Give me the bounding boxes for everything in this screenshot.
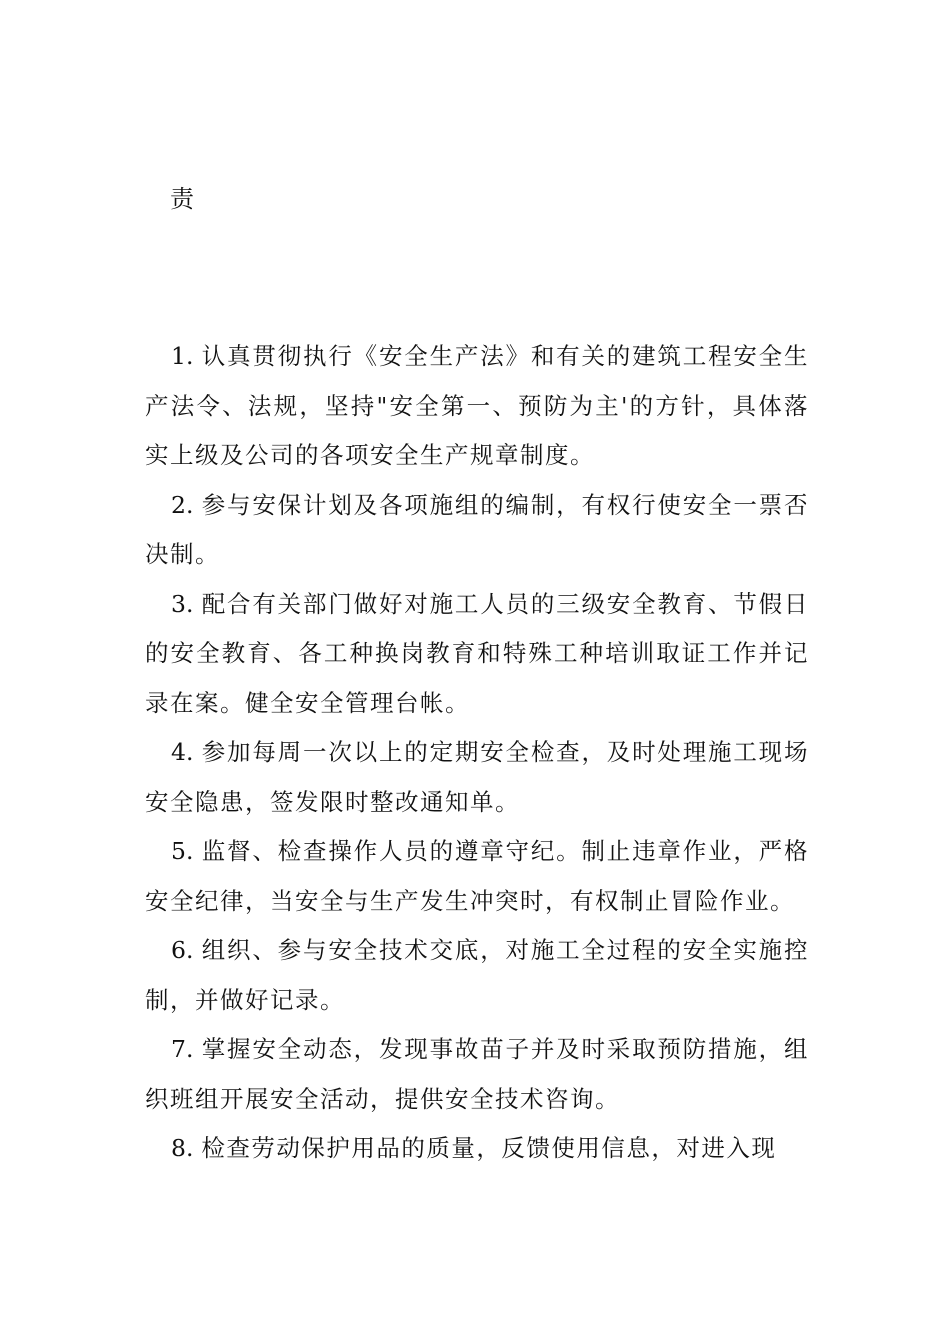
item-number: 3.: [171, 589, 194, 618]
item-number: 5.: [171, 837, 194, 865]
item-text: 掌握安全动态，发现事故苗子并及时采取预防措施，组织班组开展安全活动，提供安全技术咨询。: [145, 1035, 809, 1113]
item-number: 7.: [171, 1035, 194, 1063]
list-item: [145, 728, 809, 827]
list-item: [145, 827, 809, 926]
item-text: 监督、检查操作人员的遵章守纪。制止违章作业，严格安全纪律，当安全与生产发生冲突时，有权制止冒险作业。: [145, 837, 809, 915]
list-item: [145, 1124, 809, 1174]
item-number: 6.: [171, 936, 194, 964]
item-text: 配合有关部门做好对施工人员的三级安全教育、节假日的安全教育、各工种换岗教育和特殊工种培训取证工作并记录在案。健全安全管理台帐。: [145, 589, 809, 717]
item-text: 组织、参与安全技术交底，对施工全过程的安全实施控制，并做好记录。: [145, 936, 809, 1014]
item-number: 8.: [171, 1134, 194, 1162]
item-text: 参加每周一次以上的定期安全检查，及时处理施工现场安全隐患，签发限时整改通知单。: [145, 738, 809, 816]
list-item: [145, 580, 809, 729]
list-item: [145, 926, 809, 1025]
heading-fragment: 责: [170, 185, 194, 213]
list-item: [145, 332, 809, 481]
responsibility-list: [145, 332, 809, 1174]
item-text: 认真贯彻执行《安全生产法》和有关的建筑工程安全生产法令、法规，坚持"安全第一、预防为主'的方针，具体落实上级及公司的各项安全生产规章制度。: [145, 342, 809, 469]
item-number: 4.: [171, 738, 194, 766]
list-item: [145, 481, 809, 580]
item-number: 2.: [171, 490, 194, 519]
list-item: [145, 1025, 809, 1124]
item-text: 参与安保计划及各项施组的编制，有权行使安全一票否决制。: [145, 490, 809, 568]
item-number: 1.: [171, 342, 194, 370]
item-text: 检查劳动保护用品的质量，反馈使用信息，对进入现: [201, 1134, 777, 1162]
